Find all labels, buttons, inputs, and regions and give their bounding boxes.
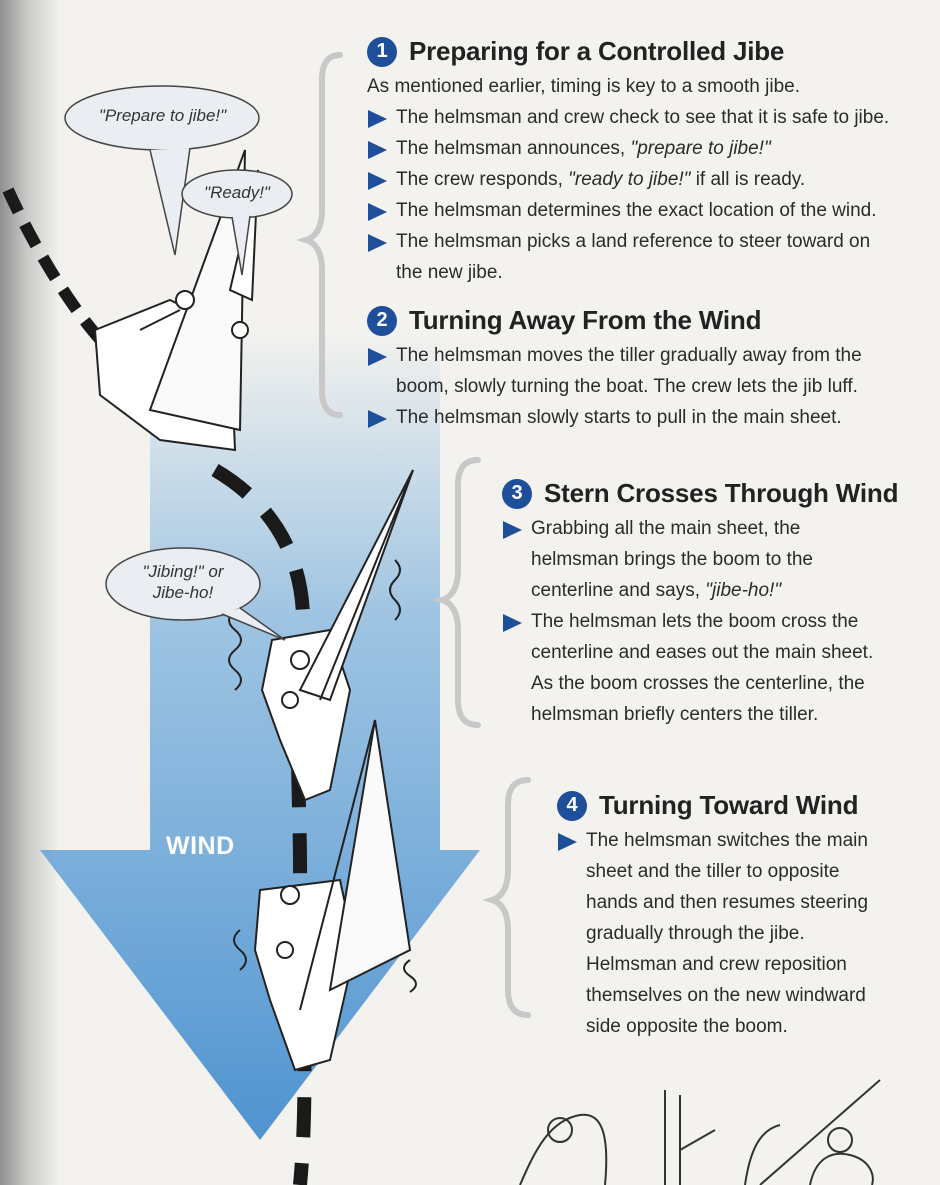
bullet-item: The helmsman slowly starts to pull in the main sheet. <box>367 402 937 433</box>
section-title: Turning Away From the Wind <box>409 305 762 335</box>
section-number-badge: 1 <box>367 37 397 67</box>
bullet-item: The helmsman moves the tiller gradually away from the boom, slowly turning the boat. The crew lets the jib luff. <box>367 340 937 402</box>
bullet-triangle-icon <box>368 172 387 190</box>
bottom-sketch <box>520 1080 880 1185</box>
section-1 <box>367 36 937 288</box>
section-number-badge: 4 <box>557 791 587 821</box>
bullet-triangle-icon <box>368 410 387 428</box>
section-number-badge: 3 <box>502 479 532 509</box>
bullet-item: The helmsman announces, "prepare to jibe!" <box>367 133 937 164</box>
section-4 <box>557 790 932 1042</box>
bullet-item: The helmsman determines the exact location of the wind. <box>367 195 937 226</box>
section-3 <box>502 478 932 730</box>
bullet-item: The crew responds, "ready to jibe!" if all is ready. <box>367 164 937 195</box>
bullet-item: The helmsman lets the boom cross the centerline and eases out the main sheet. As the boom crosses the centerline, the helmsman briefly centers the tiller. <box>502 606 932 730</box>
bullet-item: The helmsman and crew check to see that it is safe to jibe. <box>367 102 937 133</box>
callout-prepare-to-jibe: "Prepare to jibe!" <box>98 106 227 125</box>
bullet-triangle-icon <box>503 614 522 632</box>
bullet-item: The helmsman switches the main sheet and the tiller to opposite hands and then resumes steering gradually through the jibe. Helmsman and crew reposition themselves on the new windward side opposite the boom. <box>557 825 932 1042</box>
section-2 <box>367 305 937 433</box>
section-title: Turning Toward Wind <box>599 790 859 820</box>
jibe-path <box>8 190 110 350</box>
callout-jibing-line1: "Jibing!" or <box>142 562 224 581</box>
bullet-triangle-icon <box>558 833 577 851</box>
bullet-triangle-icon <box>368 141 387 159</box>
bullet-triangle-icon <box>368 348 387 366</box>
callout-ready: "Ready!" <box>204 183 270 202</box>
bullet-triangle-icon <box>503 521 522 539</box>
wind-label: WIND <box>166 832 235 860</box>
bullet-item: Grabbing all the main sheet, the helmsman brings the boom to the centerline and says, "jibe-ho!" <box>502 513 932 606</box>
section-title: Preparing for a Controlled Jibe <box>409 36 785 66</box>
section-title: Stern Crosses Through Wind <box>544 478 899 508</box>
bullet-triangle-icon <box>368 234 387 252</box>
bullet-triangle-icon <box>368 110 387 128</box>
wind-arrow <box>40 330 480 1140</box>
callout-jibing-line2: Jibe-ho! <box>152 583 214 602</box>
bullet-triangle-icon <box>368 203 387 221</box>
bullet-item: The helmsman picks a land reference to steer toward on the new jibe. <box>367 226 937 288</box>
section-number-badge: 2 <box>367 306 397 336</box>
callout-jibing <box>108 561 258 603</box>
section-intro: As mentioned earlier, timing is key to a smooth jibe. <box>367 76 800 97</box>
